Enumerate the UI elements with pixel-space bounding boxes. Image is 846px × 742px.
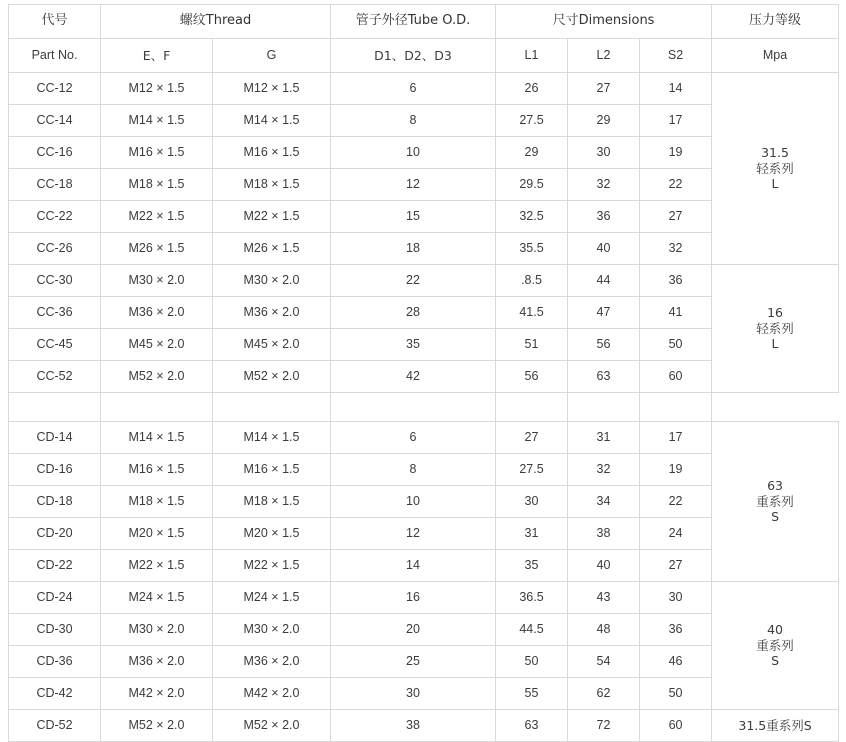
cell-s2: 36 [640, 265, 712, 297]
cell-l1: 63 [496, 710, 568, 742]
cell-g: M52 × 2.0 [213, 361, 331, 393]
subheader-ef: E、F [101, 39, 213, 73]
cell-part-no: CD-20 [9, 518, 101, 550]
cell-l2: 40 [568, 550, 640, 582]
cell-part-no: CC-45 [9, 329, 101, 361]
cell-g: M36 × 2.0 [213, 646, 331, 678]
cell-part-no: CC-36 [9, 297, 101, 329]
cell-s2: 17 [640, 422, 712, 454]
cell-ef: M16 × 1.5 [101, 137, 213, 169]
cell-l2: 44 [568, 265, 640, 297]
cell-l2: 62 [568, 678, 640, 710]
cell-part-no: CC-14 [9, 105, 101, 137]
cell-ef: M14 × 1.5 [101, 105, 213, 137]
cell-l2: 34 [568, 486, 640, 518]
cell-l2: 31 [568, 422, 640, 454]
cell-l1: 27 [496, 422, 568, 454]
cell-g: M42 × 2.0 [213, 678, 331, 710]
cell-pressure-group [712, 73, 839, 265]
cell-g: M36 × 2.0 [213, 297, 331, 329]
table-row [9, 710, 839, 742]
cell-ef: M36 × 2.0 [101, 646, 213, 678]
cell-ef: M42 × 2.0 [101, 678, 213, 710]
cell-pressure-group: 31.5重系列S [712, 710, 839, 742]
cell-s2: 30 [640, 582, 712, 614]
cell-ef: M14 × 1.5 [101, 422, 213, 454]
cell-pressure-group [712, 422, 839, 582]
cell-ef: M52 × 2.0 [101, 710, 213, 742]
subheader-mpa: Mpa [712, 39, 839, 73]
cell-l1: 41.5 [496, 297, 568, 329]
cell-g: M12 × 1.5 [213, 73, 331, 105]
cell-l2: 32 [568, 454, 640, 486]
subheader-l1: L1 [496, 39, 568, 73]
cell-s2: 32 [640, 233, 712, 265]
cell-pressure-group [712, 582, 839, 710]
pressure-value: 40 [767, 622, 783, 638]
cell-l2: 29 [568, 105, 640, 137]
cell-l1: 36.5 [496, 582, 568, 614]
cell-ef: M30 × 2.0 [101, 614, 213, 646]
cell-l1: 27.5 [496, 454, 568, 486]
cell-part-no: CC-26 [9, 233, 101, 265]
cell-ef: M18 × 1.5 [101, 169, 213, 201]
cell-part-no: CC-30 [9, 265, 101, 297]
cell-tube-od: 20 [331, 614, 496, 646]
spacer-cell [712, 393, 839, 422]
spacer-cell [496, 393, 568, 422]
spacer-cell [213, 393, 331, 422]
cell-s2: 41 [640, 297, 712, 329]
cell-l1: 29.5 [496, 169, 568, 201]
table-row [9, 73, 839, 105]
subheader-part-no: Part No. [9, 39, 101, 73]
cell-l2: 38 [568, 518, 640, 550]
cell-tube-od: 12 [331, 518, 496, 550]
cell-tube-od: 38 [331, 710, 496, 742]
cell-part-no: CD-18 [9, 486, 101, 518]
cell-tube-od: 42 [331, 361, 496, 393]
table-row [9, 265, 839, 297]
cell-ef: M16 × 1.5 [101, 454, 213, 486]
cell-s2: 27 [640, 201, 712, 233]
cell-ef: M36 × 2.0 [101, 297, 213, 329]
cell-l2: 56 [568, 329, 640, 361]
cell-tube-od: 35 [331, 329, 496, 361]
cell-g: M16 × 1.5 [213, 137, 331, 169]
cell-g: M52 × 2.0 [213, 710, 331, 742]
cell-g: M18 × 1.5 [213, 169, 331, 201]
cell-tube-od: 6 [331, 73, 496, 105]
table-header-row-1 [9, 5, 839, 39]
cell-g: M24 × 1.5 [213, 582, 331, 614]
table-spacer-row [9, 393, 839, 422]
cell-l1: 35 [496, 550, 568, 582]
spacer-cell [9, 393, 101, 422]
cell-l1: 30 [496, 486, 568, 518]
cell-ef: M26 × 1.5 [101, 233, 213, 265]
table-row [9, 582, 839, 614]
cell-l1: 50 [496, 646, 568, 678]
pressure-series: 轻系列 [756, 320, 794, 336]
cell-tube-od: 10 [331, 486, 496, 518]
cell-l2: 30 [568, 137, 640, 169]
cell-l1: .8.5 [496, 265, 568, 297]
pressure-series-code: S [771, 653, 779, 669]
cell-s2: 50 [640, 329, 712, 361]
cell-tube-od: 18 [331, 233, 496, 265]
cell-part-no: CC-52 [9, 361, 101, 393]
cell-g: M14 × 1.5 [213, 422, 331, 454]
cell-part-no: CD-22 [9, 550, 101, 582]
subheader-d: D1、D2、D3 [331, 39, 496, 73]
cell-tube-od: 14 [331, 550, 496, 582]
cell-tube-od: 28 [331, 297, 496, 329]
cell-tube-od: 16 [331, 582, 496, 614]
cell-s2: 19 [640, 454, 712, 486]
cell-l1: 32.5 [496, 201, 568, 233]
cell-part-no: CD-42 [9, 678, 101, 710]
pressure-series-code: L [771, 336, 779, 352]
pressure-series-code: L [771, 176, 779, 192]
cell-l1: 27.5 [496, 105, 568, 137]
cell-s2: 14 [640, 73, 712, 105]
cell-s2: 22 [640, 169, 712, 201]
pressure-series-code: S [771, 509, 779, 525]
cell-l2: 32 [568, 169, 640, 201]
cell-l2: 36 [568, 201, 640, 233]
cell-s2: 46 [640, 646, 712, 678]
cell-l1: 51 [496, 329, 568, 361]
cell-l1: 56 [496, 361, 568, 393]
cell-s2: 24 [640, 518, 712, 550]
cell-g: M16 × 1.5 [213, 454, 331, 486]
spacer-cell [101, 393, 213, 422]
cell-tube-od: 8 [331, 105, 496, 137]
cell-ef: M30 × 2.0 [101, 265, 213, 297]
cell-l1: 26 [496, 73, 568, 105]
cell-s2: 27 [640, 550, 712, 582]
table-row [9, 422, 839, 454]
pressure-series: 重系列 [756, 493, 794, 509]
cell-part-no: CD-14 [9, 422, 101, 454]
cell-g: M26 × 1.5 [213, 233, 331, 265]
cell-l2: 43 [568, 582, 640, 614]
cell-s2: 60 [640, 361, 712, 393]
cell-l1: 55 [496, 678, 568, 710]
cell-l2: 63 [568, 361, 640, 393]
header-thread: 螺纹Thread [101, 5, 331, 39]
spec-sheet [0, 4, 846, 735]
cell-part-no: CC-12 [9, 73, 101, 105]
cell-ef: M22 × 1.5 [101, 201, 213, 233]
header-dimensions: 尺寸Dimensions [496, 5, 712, 39]
cell-ef: M12 × 1.5 [101, 73, 213, 105]
cell-l1: 35.5 [496, 233, 568, 265]
cell-l2: 54 [568, 646, 640, 678]
cell-s2: 19 [640, 137, 712, 169]
cell-s2: 60 [640, 710, 712, 742]
cell-ef: M24 × 1.5 [101, 582, 213, 614]
cell-g: M22 × 1.5 [213, 550, 331, 582]
cell-l2: 47 [568, 297, 640, 329]
spacer-cell [331, 393, 496, 422]
cell-part-no: CD-30 [9, 614, 101, 646]
header-tube-od: 管子外径Tube O.D. [331, 5, 496, 39]
header-pressure-rating: 压力等级 [712, 5, 839, 39]
cell-tube-od: 15 [331, 201, 496, 233]
cell-pressure-group [712, 265, 839, 393]
cell-part-no: CC-16 [9, 137, 101, 169]
pressure-value: 63 [767, 478, 783, 494]
cell-tube-od: 8 [331, 454, 496, 486]
specification-table [8, 4, 839, 742]
cell-s2: 36 [640, 614, 712, 646]
cell-g: M30 × 2.0 [213, 265, 331, 297]
cell-tube-od: 12 [331, 169, 496, 201]
cell-l1: 31 [496, 518, 568, 550]
cell-part-no: CD-16 [9, 454, 101, 486]
cell-g: M30 × 2.0 [213, 614, 331, 646]
cell-s2: 22 [640, 486, 712, 518]
cell-s2: 50 [640, 678, 712, 710]
cell-tube-od: 25 [331, 646, 496, 678]
header-part-no-cn: 代号 [9, 5, 101, 39]
cell-g: M18 × 1.5 [213, 486, 331, 518]
cell-tube-od: 6 [331, 422, 496, 454]
cell-l1: 29 [496, 137, 568, 169]
pressure-value: 31.5 [761, 145, 789, 161]
pressure-series: 重系列 [756, 637, 794, 653]
cell-l2: 72 [568, 710, 640, 742]
spacer-cell [640, 393, 712, 422]
cell-g: M14 × 1.5 [213, 105, 331, 137]
cell-g: M22 × 1.5 [213, 201, 331, 233]
cell-ef: M45 × 2.0 [101, 329, 213, 361]
cell-g: M45 × 2.0 [213, 329, 331, 361]
cell-l2: 27 [568, 73, 640, 105]
pressure-value: 16 [767, 305, 783, 321]
subheader-g: G [213, 39, 331, 73]
cell-part-no: CD-24 [9, 582, 101, 614]
cell-ef: M18 × 1.5 [101, 486, 213, 518]
cell-tube-od: 10 [331, 137, 496, 169]
cell-g: M20 × 1.5 [213, 518, 331, 550]
cell-ef: M52 × 2.0 [101, 361, 213, 393]
cell-part-no: CD-52 [9, 710, 101, 742]
cell-l1: 44.5 [496, 614, 568, 646]
cell-l2: 48 [568, 614, 640, 646]
cell-ef: M20 × 1.5 [101, 518, 213, 550]
cell-ef: M22 × 1.5 [101, 550, 213, 582]
subheader-s2: S2 [640, 39, 712, 73]
pressure-series: 轻系列 [756, 160, 794, 176]
cell-tube-od: 30 [331, 678, 496, 710]
subheader-l2: L2 [568, 39, 640, 73]
table-header-row-2 [9, 39, 839, 73]
cell-part-no: CC-18 [9, 169, 101, 201]
cell-tube-od: 22 [331, 265, 496, 297]
spacer-cell [568, 393, 640, 422]
cell-part-no: CD-36 [9, 646, 101, 678]
cell-part-no: CC-22 [9, 201, 101, 233]
cell-l2: 40 [568, 233, 640, 265]
cell-s2: 17 [640, 105, 712, 137]
